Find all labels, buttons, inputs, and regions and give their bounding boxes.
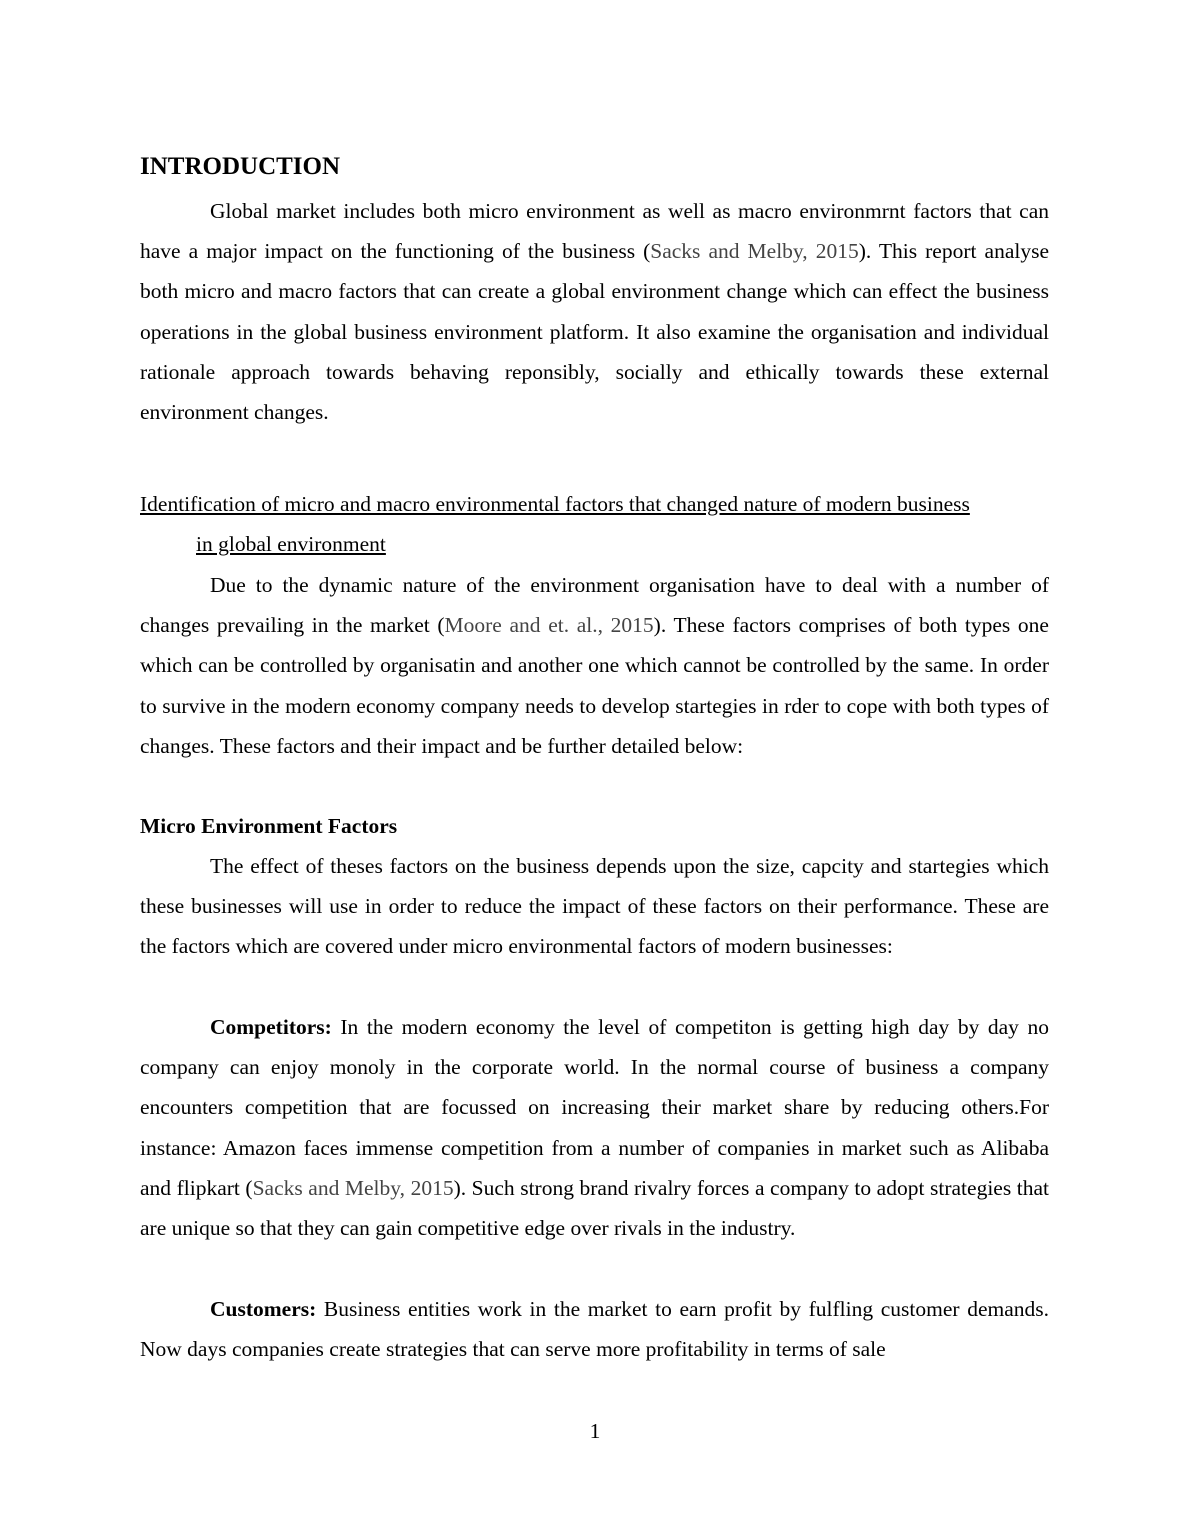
customers-text: Business entities work in the market to earn profit by fulfling customer demands. Now days companies create strategies that can serve more profitability in terms of sale — [140, 1297, 1049, 1362]
introduction-paragraph — [140, 191, 1049, 432]
micro-paragraph: The effect of theses factors on the business depends upon the size, capcity and startegies which these businesses will use in order to reduce the impact of these factors on their performance. These are the factors which are covered under micro environmental factors of modern businesses: — [140, 854, 1049, 959]
identification-heading-line2: in global environment — [196, 532, 386, 557]
competitors-text-a: In the modern economy the level of competiton is getting high day by day no company can enjoy monoly in the corporate world. In the normal course of business a company encounters competition that are focussed on increasing their market share by reducing others.For instance: Amazon faces immense competition from a number of companies in market such as Alibaba and flipkart ( — [140, 1015, 1049, 1200]
micro-heading: Micro Environment Factors — [140, 814, 398, 838]
intro-citation: Sacks and Melby, 2015 — [650, 239, 859, 264]
identification-citation: Moore and et. al., 2015 — [444, 613, 654, 638]
document-page — [140, 0, 1049, 1540]
intro-text-b: ). This report analyse both micro and macro factors that can create a global environment change which can effect the business operations in the global business environment platform. It also examine the organisation and individual rationale approach towards behaving reponsibly, socially and ethically towards these external environment changes. — [140, 239, 1049, 425]
identification-paragraph — [140, 565, 1049, 766]
identification-heading — [140, 484, 1049, 564]
identification-heading-line1: Identification of micro and macro environmental factors that changed nature of modern business — [140, 492, 970, 516]
competitors-paragraph — [140, 1007, 1049, 1248]
competitors-text-b: ). Such strong brand rivalry forces a company to adopt strategies that are unique so that they can gain competitive edge over rivals in the industry. — [140, 1175, 1049, 1241]
competitors-citation: Sacks and Melby, 2015 — [252, 1175, 454, 1200]
page-number: 1 — [589, 1419, 601, 1443]
identification-text-b: ). These factors comprises of both types one which can be controlled by organisatin and another one which cannot be controlled by the same. In order to survive in the modern economy company needs to develop startegies in rder to cope with both types of changes. These factors and their impact and be further detailed below: — [140, 613, 1049, 758]
customers-label: Customers: — [210, 1297, 317, 1321]
competitors-label: Competitors: — [210, 1015, 332, 1039]
introduction-heading: INTRODUCTION — [140, 153, 341, 180]
intro-text-a: Global market includes both micro environment as well as macro environmrnt factors that can have a major impact on the functioning of the business ( — [140, 199, 1049, 264]
customers-paragraph — [140, 1289, 1049, 1369]
identification-text-a: Due to the dynamic nature of the environment organisation have to deal with a number of changes prevailing in the market ( — [140, 573, 1049, 638]
